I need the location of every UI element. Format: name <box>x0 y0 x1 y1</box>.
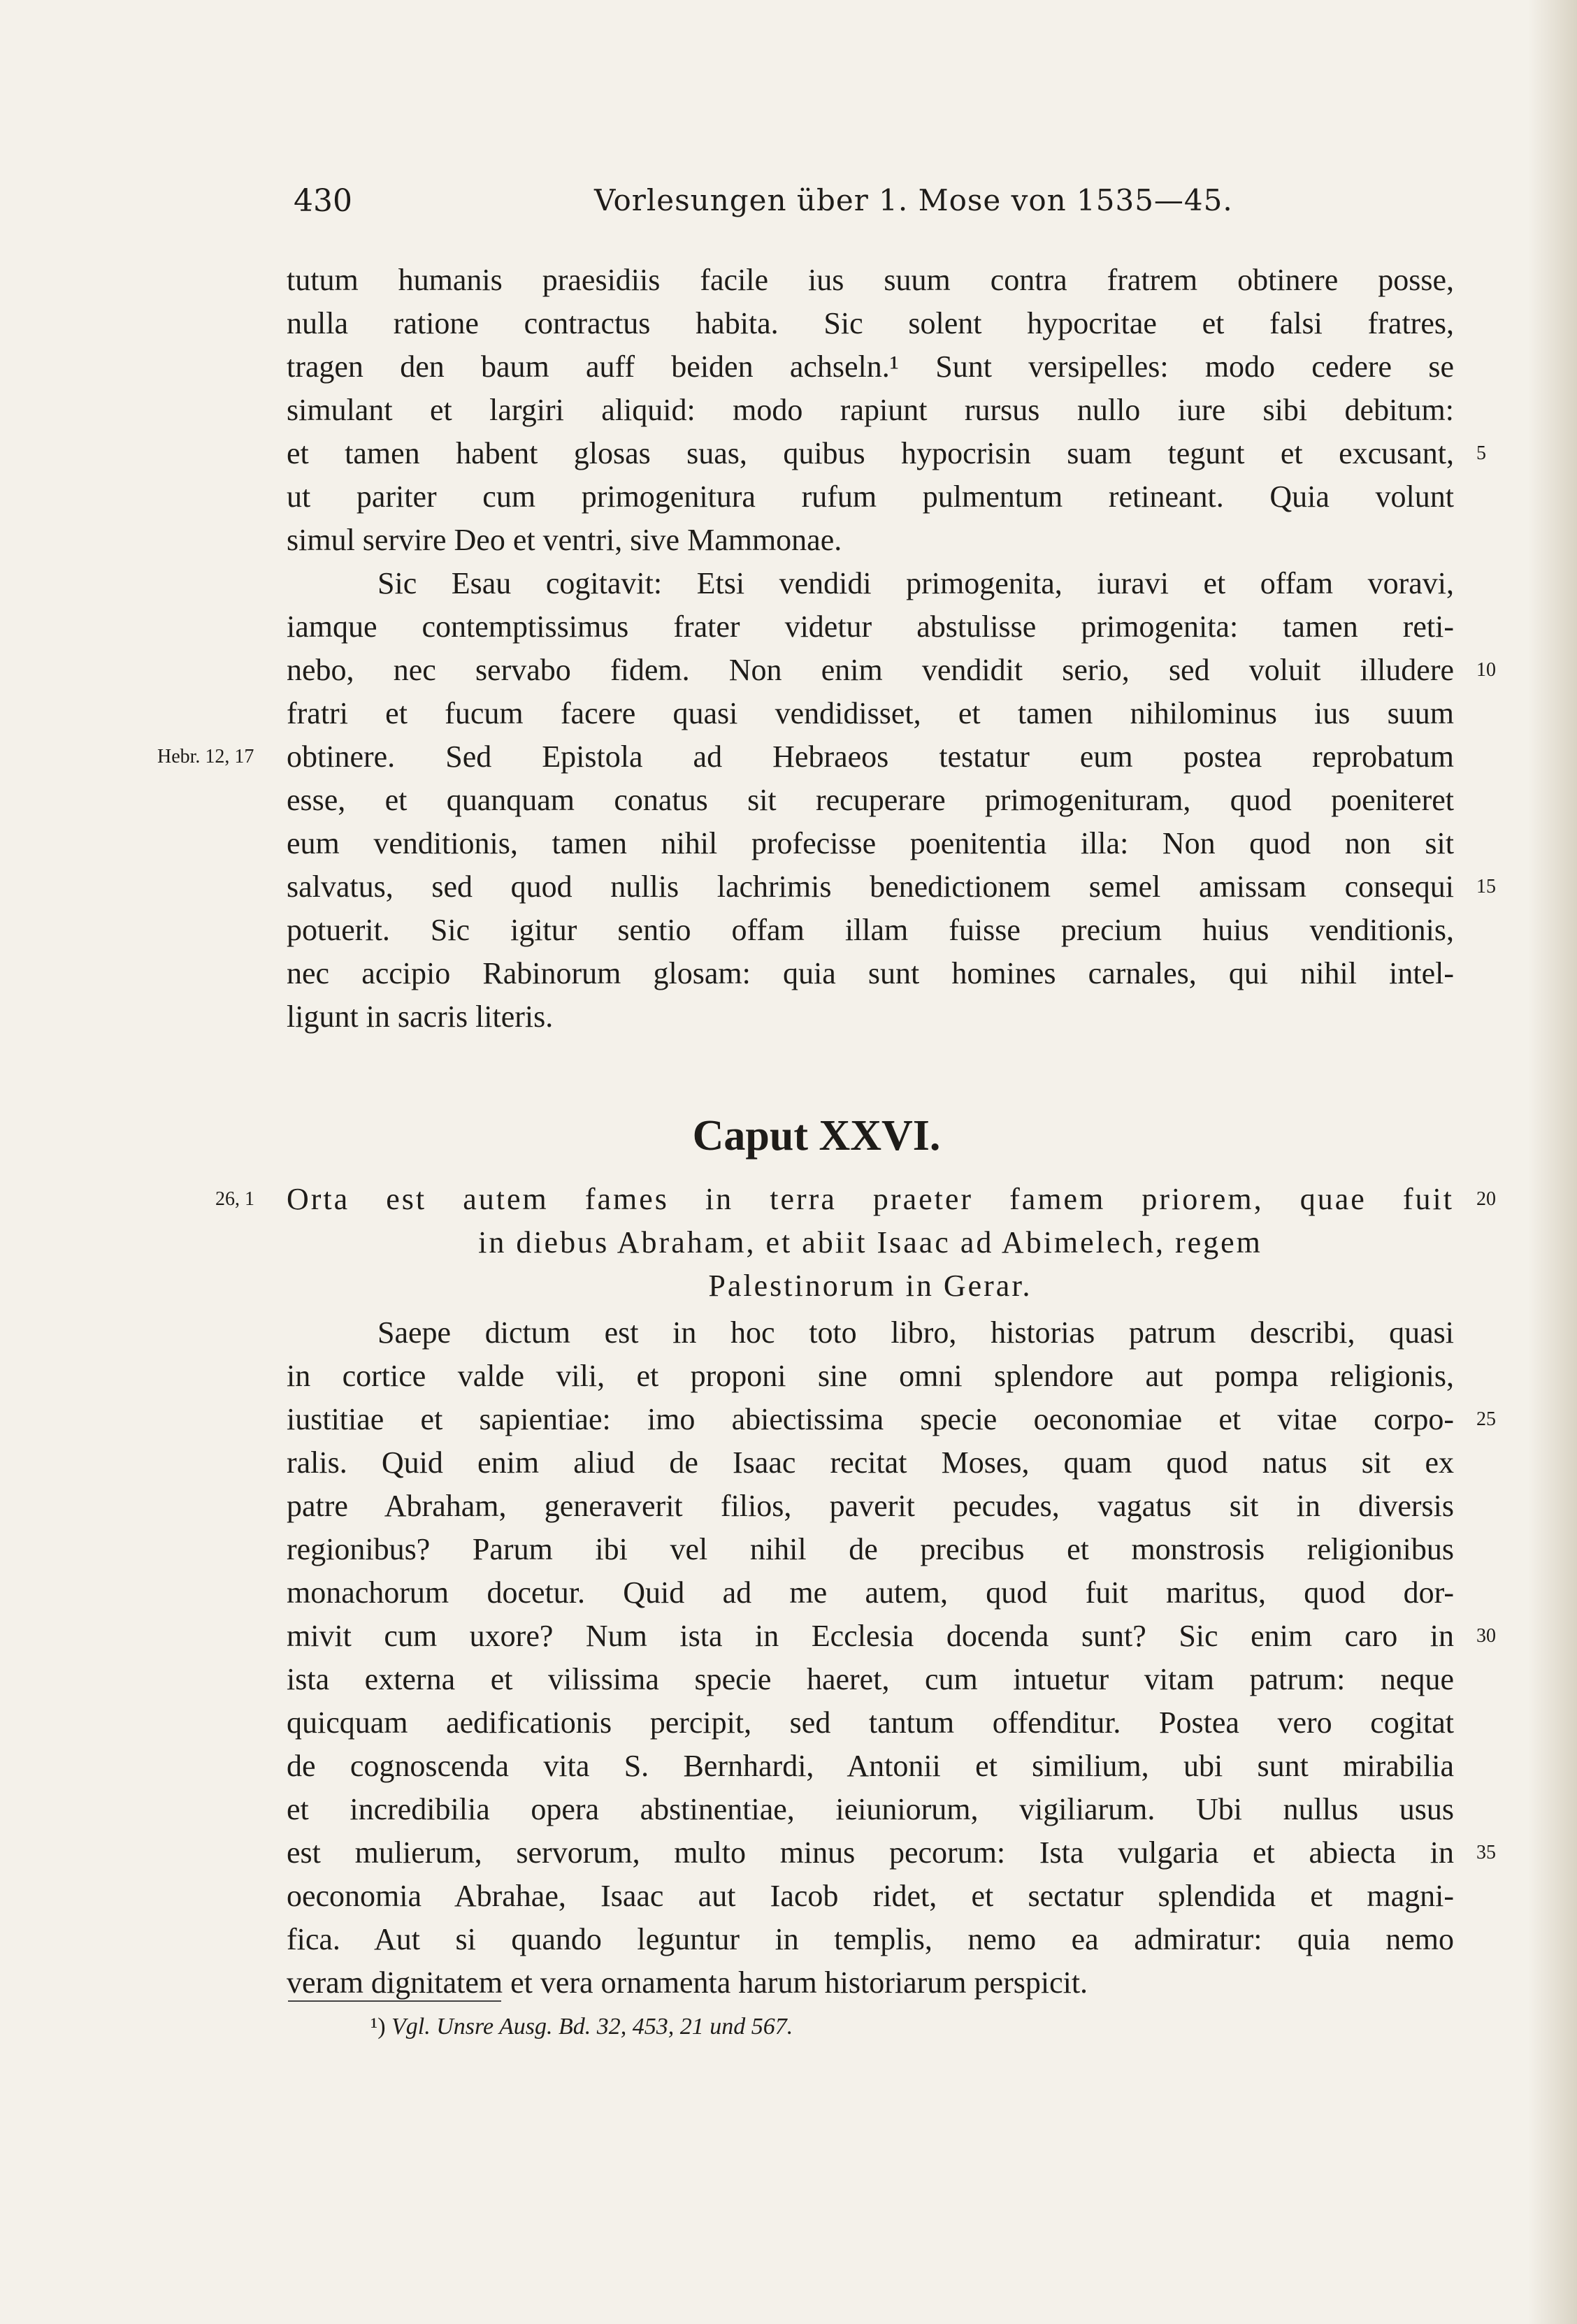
text-line: oeconomia Abrahae, Isaac aut Iacob ridet, et sectatur splendida et magni- <box>287 1879 1454 1913</box>
line-number: 25 <box>1476 1408 1496 1430</box>
line-number: 35 <box>1476 1842 1496 1863</box>
page-number: 430 <box>294 183 352 219</box>
text-line: tutum humanis praesidiis facile ius suum contra fratrem obtinere posse, <box>287 263 1454 297</box>
text-line: obtinere. Sed Epistola ad Hebraeos testatur eum postea reprobatum <box>287 739 1454 774</box>
text-line: iamque contemptissimus frater videtur abstulisse primogenita: tamen reti- <box>287 609 1454 644</box>
text-line: in cortice valde vili, et proponi sine omni splendore aut pompa religionis, <box>287 1359 1454 1393</box>
text-line: regionibus? Parum ibi vel nihil de precibus et monstrosis religionibus <box>287 1532 1454 1566</box>
text-line: patre Abraham, generaverit filios, paverit pecudes, vagatus sit in diversis <box>287 1489 1454 1523</box>
text-line: ut pariter cum primogenitura rufum pulmentum retineant. Quia volunt <box>287 479 1454 514</box>
text-line: de cognoscenda vita S. Bernhardi, Antonii et similium, ubi sunt mirabilia <box>287 1749 1454 1783</box>
line-number: 20 <box>1476 1188 1496 1210</box>
text-line: tragen den baum auff beiden achseln.¹ Sunt versipelles: modo cedere se <box>287 349 1454 384</box>
text-line: nec accipio Rabinorum glosam: quia sunt homines carnales, qui nihil intel- <box>287 956 1454 990</box>
footnote-text: Vgl. Unsre Ausg. Bd. 32, 453, 21 und 567. <box>391 2014 793 2040</box>
chapter-title: Caput XXVI. <box>692 1112 941 1160</box>
lemma-verse <box>287 1178 1454 1308</box>
text-line: nulla ratione contractus habita. Sic solent hypocritae et falsi fratres, <box>287 306 1454 340</box>
line-number: 5 <box>1476 442 1486 464</box>
line-number: 10 <box>1476 659 1496 681</box>
text-line: et tamen habent glosas suas, quibus hypocrisin suam tegunt et excusant, <box>287 436 1454 470</box>
text-line: ista externa et vilissima specie haeret, cum intuetur vitam patrum: neque <box>287 1662 1454 1696</box>
text-line: veram dignitatem et vera ornamenta harum historiarum perspicit. <box>287 1965 1088 2000</box>
text-line: esse, et quanquam conatus sit recuperare primogenituram, quod poeniteret <box>287 783 1454 817</box>
chapter-heading <box>0 1111 1577 1161</box>
footnote <box>370 2006 793 2048</box>
text-line: quicquam aedificationis percipit, sed tantum offenditur. Postea vero cogitat <box>287 1705 1454 1740</box>
text-line: potuerit. Sic igitur sentio offam illam fuisse precium huius venditionis, <box>287 913 1454 947</box>
paragraph-2 <box>287 562 1454 1039</box>
text-line: salvatus, sed quod nullis lachrimis benedictionem semel amissam consequi <box>287 869 1454 904</box>
text-line: simulant et largiri aliquid: modo rapiunt rursus nullo iure sibi debitum: <box>287 393 1454 427</box>
lemma-line: in diebus Abraham, et abiit Isaac ad Abimelech, regem <box>478 1225 1262 1260</box>
text-line: nebo, nec servabo fidem. Non enim vendidit serio, sed voluit illudere <box>287 653 1454 687</box>
margin-reference-hebrews: Hebr. 12, 17 <box>157 746 254 767</box>
margin-reference-genesis: 26, 1 <box>215 1188 254 1210</box>
text-line: fratri et fucum facere quasi vendidisset, et tamen nihilominus ius suum <box>287 696 1454 730</box>
text-line: Sic Esau cogitavit: Etsi vendidi primogenita, iuravi et offam voravi, <box>377 566 1454 600</box>
text-line: est mulierum, servorum, multo minus pecorum: Ista vulgaria et abiecta in <box>287 1835 1454 1870</box>
text-line: ralis. Quid enim aliud de Isaac recitat Moses, quam quod natus sit ex <box>287 1445 1454 1480</box>
text-line: eum venditionis, tamen nihil profecisse poenitentia illa: Non quod non sit <box>287 826 1454 860</box>
paragraph-3 <box>287 1311 1454 2005</box>
footnote-marker: ¹) <box>370 2014 386 2040</box>
text-line: Saepe dictum est in hoc toto libro, historias patrum describi, quasi <box>377 1315 1454 1350</box>
page-edge-shadow <box>1528 0 1577 2324</box>
page-header <box>294 183 1447 225</box>
text-line: fica. Aut si quando leguntur in templis, nemo ea admiratur: quia nemo <box>287 1922 1454 1956</box>
text-line: mivit cum uxore? Num ista in Ecclesia docenda sunt? Sic enim caro in <box>287 1619 1454 1653</box>
footnote-rule <box>288 2000 501 2002</box>
text-line: iustitiae et sapientiae: imo abiectissima specie oeconomiae et vitae corpo- <box>287 1402 1454 1436</box>
line-number: 30 <box>1476 1625 1496 1647</box>
lemma-line: Palestinorum in Gerar. <box>708 1269 1032 1303</box>
text-line: ligunt in sacris literis. <box>287 999 554 1034</box>
text-line: et incredibilia opera abstinentiae, ieiuniorum, vigiliarum. Ubi nullus usus <box>287 1792 1454 1826</box>
paragraph-1 <box>287 259 1454 562</box>
text-line: monachorum docetur. Quid ad me autem, quod fuit maritus, quod dor- <box>287 1575 1454 1610</box>
text-line: simul servire Deo et ventri, sive Mammonae. <box>287 523 842 557</box>
line-number: 15 <box>1476 876 1496 897</box>
running-title: Vorlesungen über 1. Mose von 1535—45. <box>594 183 1233 217</box>
lemma-line: Orta est autem fames in terra praeter famem priorem, quae fuit <box>287 1182 1454 1216</box>
